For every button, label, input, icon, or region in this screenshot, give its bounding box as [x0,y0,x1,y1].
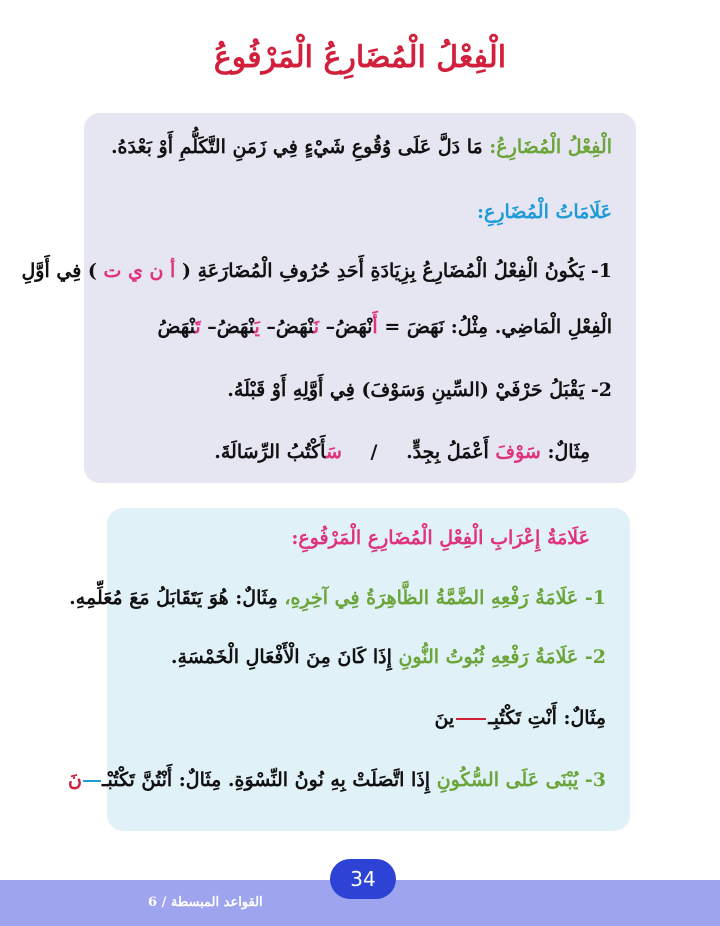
rule2-example-dash [456,718,486,720]
sign2-example [214,437,590,467]
example-sa: سَ [325,441,342,463]
example-sentence-1: أَعْمَلُ بِجِدٍّ. [406,441,496,463]
sign1-line2 [158,312,612,342]
sign1-line2-text: الْفِعْلِ الْمَاضِي. مِثْلُ: نَهَضَ = [377,316,612,338]
rule3-line [68,765,606,795]
example-word-4: نْهَضُ [157,316,196,338]
rule3-ending: نَ [68,769,82,791]
definition-text: مَا دَلَّ عَلَى وُقُوعِ شَيْءٍ فِي زَمَنِ التَّكَلُّمِ أَوْ بَعْدَهُ. [110,136,490,158]
page-title: الْفِعْلُ الْمُضَارِعُ الْمَرْفُوعُ [213,40,507,75]
parsing-heading: عَلَامَةُ إِعْرَابِ الْفِعْلِ الْمُضَارِعِ الْمَرْفُوعِ: [291,527,590,549]
example-prefix-2: نَ [313,316,319,338]
rule2-example-text: مِثَالٌ: أَنْتِ تَكْتُبِـ [488,707,606,729]
definition-term: الْفِعْلُ الْمُضَارِعُ: [489,136,612,158]
sign1-letters: أ ن ي ت [96,260,182,282]
rule3-dash [83,780,101,782]
example-prefix-4: تَ [195,316,201,338]
definition-line [111,132,612,162]
rule2-example-ending: ينَ [434,707,455,729]
sign1-text-b: ) فِي أَوَّلِ [21,260,97,282]
example-separator: / [370,441,378,463]
example-sentence-2: أَكْتُبُ الرِّسَالَةَ. [214,441,326,463]
example-sawfa: سَوْفَ [495,441,541,463]
example-word-3: نْهَضُ– [200,316,255,338]
sign1-text-a: 1- يَكُونُ الْفِعْلُ الْمُضَارِعُ بِزِيَادَةِ أَحَدِ حُرُوفِ الْمُضَارَعَةِ ( [181,260,612,282]
rule2-condition: إِذَا كَانَ مِنَ الْأَفْعَالِ الْخَمْسَةِ. [170,646,399,668]
rule3-condition: إِذَا اتَّصَلَتْ بِهِ نُونُ النِّسْوَةِ. مِثَالٌ: أَنْتُنَّ تَكْتُبْـ [101,769,437,791]
definition-box [21,113,636,483]
rule2-line [171,642,606,672]
example-prefix-1: أَ [372,316,378,338]
rule2-example [434,703,606,733]
sign2-line: 2- يَقْبَلُ حَرْفَيْ (السِّينِ وَسَوْفَ) فِي أَوَّلِهِ أَوْ قَبْلَهُ. [227,379,612,401]
parsing-box [68,508,630,831]
rule3-text: 3- يُبْنَى عَلَى السُّكُونِ [436,769,606,791]
rule1-line [69,583,606,613]
example-prefix-3: يَ [254,316,260,338]
page-number-badge: 34 [330,859,396,899]
sign1-line1 [21,256,612,286]
example-label: مِثَالٌ: [540,441,590,463]
rule1-example: مِثَالٌ: هُوَ يَتَقَابَلُ مَعَ مُعَلِّمِهِ. [69,587,285,609]
book-label: القواعد المبسطة / 6 [148,895,263,910]
example-word-2: نْهَضُ– [259,316,314,338]
example-word-1: نْهَضُ– [318,316,373,338]
signs-heading: عَلَامَاتُ الْمُضَارِعِ: [477,201,612,223]
rule2-text: 2- عَلَامَةُ رَفْعِهِ ثُبُوتُ النُّونِ [398,646,606,668]
rule1-text: 1- عَلَامَةُ رَفْعِهِ الضَّمَّةُ الظَّاهِرَةُ فِي آخِرِهِ، [284,587,606,609]
